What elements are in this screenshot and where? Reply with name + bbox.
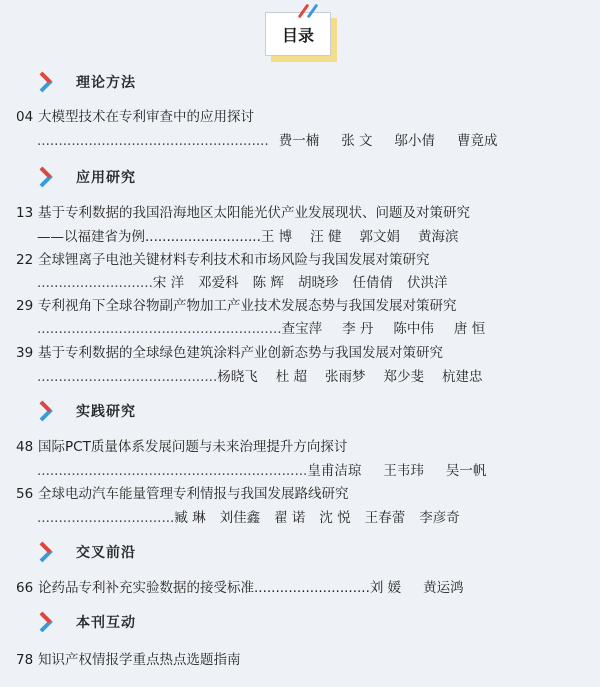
author: 邬小倩 xyxy=(394,133,436,149)
leader-dots: ........................... xyxy=(145,229,261,245)
author: 杜 超 xyxy=(275,369,308,385)
entry-authors xyxy=(37,227,458,247)
author: 曹竟成 xyxy=(457,133,498,149)
page-number: 29 xyxy=(16,298,34,314)
contents-badge xyxy=(265,12,341,62)
toc-entry[interactable] xyxy=(16,343,443,363)
chevron-right-icon xyxy=(38,400,54,422)
page-number: 66 xyxy=(16,580,34,596)
leader-dots: ......................................................... xyxy=(37,321,282,337)
toc-entry[interactable] xyxy=(16,203,470,223)
author: 张雨梦 xyxy=(325,369,366,385)
author: 杭建忠 xyxy=(442,369,483,385)
page-number: 22 xyxy=(16,252,34,268)
leader-dots: ...................................................... xyxy=(37,133,269,149)
author: 郭文娟 xyxy=(359,229,400,245)
entry-authors xyxy=(37,131,498,151)
author: 郑少斐 xyxy=(383,369,425,385)
author: 王春蕾 xyxy=(364,510,406,526)
author: 王韦玮 xyxy=(383,463,424,479)
section-title: 应用研究 xyxy=(76,170,136,186)
page-number: 48 xyxy=(16,439,34,455)
entry-authors xyxy=(37,508,460,528)
page-number: 04 xyxy=(16,109,34,125)
page-number: 78 xyxy=(16,652,34,668)
toc-entry[interactable] xyxy=(16,437,347,457)
author: 费一楠 xyxy=(278,133,320,149)
entry-title: 全球锂离子电池关键材料专利技术和市场风险与我国发展对策研究 xyxy=(38,252,430,268)
author: 胡晓珍 xyxy=(297,275,339,291)
leader-dots: ............................................................... xyxy=(37,463,308,479)
leader-dots: ........................... xyxy=(254,580,370,596)
section-practice xyxy=(38,400,136,422)
leader-dots: .......................................... xyxy=(37,369,218,385)
author: 邓爱科 xyxy=(198,275,239,291)
author: 宋 洋 xyxy=(152,275,185,291)
author: 张 文 xyxy=(341,133,373,149)
entry-title: 知识产权情报学重点热点选题指南 xyxy=(38,652,241,668)
section-title: 实践研究 xyxy=(76,404,136,420)
toc-entry[interactable] xyxy=(16,250,430,270)
leader-dots: ........................... xyxy=(37,275,153,291)
author: 查宝萍 xyxy=(281,321,323,337)
toc-entry[interactable] xyxy=(16,578,464,598)
author: 任倩倩 xyxy=(352,275,393,291)
entry-subtitle: ——以福建省为例 xyxy=(37,229,145,245)
entry-authors xyxy=(37,319,485,339)
chevron-right-icon xyxy=(38,541,54,563)
author: 翟 诺 xyxy=(274,510,306,526)
author: 吴一帆 xyxy=(445,463,487,479)
author: 王 博 xyxy=(260,229,293,245)
chevron-right-icon xyxy=(38,166,54,188)
author: 黄运鸿 xyxy=(423,580,464,596)
author: 伏洪洋 xyxy=(406,275,448,291)
author: 黄海滨 xyxy=(417,229,459,245)
page-number: 39 xyxy=(16,345,34,361)
toc-entry[interactable] xyxy=(16,650,241,670)
entry-title: 基于专利数据的全球绿色建筑涂料产业创新态势与我国发展对策研究 xyxy=(38,345,443,361)
author: 杨晓飞 xyxy=(217,369,258,385)
entry-title: 全球电动汽车能量管理专利情报与我国发展路线研究 xyxy=(38,486,349,502)
toc-entry[interactable] xyxy=(16,484,349,504)
author: 李 丹 xyxy=(342,321,374,337)
author: 皇甫洁琼 xyxy=(307,463,362,479)
page-number: 56 xyxy=(16,486,34,502)
section-cross xyxy=(38,541,136,563)
entry-authors xyxy=(37,461,486,481)
author: 汪 健 xyxy=(310,229,342,245)
section-application xyxy=(38,166,136,188)
page-title: 目录 xyxy=(265,12,331,56)
section-title: 交叉前沿 xyxy=(76,545,136,561)
entry-authors xyxy=(37,367,483,387)
page-number: 13 xyxy=(16,205,34,221)
entry-title: 专利视角下全球谷物副产物加工产业技术发展态势与我国发展对策研究 xyxy=(38,298,457,314)
author: 陈 辉 xyxy=(252,275,284,291)
entry-title: 论药品专利补充实验数据的接受标准 xyxy=(38,580,254,596)
entry-title: 国际PCT质量体系发展问题与未来治理提升方向探讨 xyxy=(38,439,348,455)
author: 李彦奇 xyxy=(419,510,460,526)
entry-title: 基于专利数据的我国沿海地区太阳能光伏产业发展现状、问题及对策研究 xyxy=(38,205,470,221)
entry-authors xyxy=(37,273,447,293)
toc-entry[interactable] xyxy=(16,107,254,127)
author: 陈中伟 xyxy=(393,321,434,337)
entry-title: 大模型技术在专利审查中的应用探讨 xyxy=(38,109,254,125)
author: 沈 悦 xyxy=(319,510,351,526)
section-title: 本刊互动 xyxy=(76,615,136,631)
leader-dots: ................................ xyxy=(37,510,175,526)
chevron-right-icon xyxy=(38,71,54,93)
author: 唐 恒 xyxy=(453,321,486,337)
section-theory xyxy=(38,71,136,93)
toc-entry[interactable] xyxy=(16,296,457,316)
chevron-right-icon xyxy=(38,611,54,633)
author: 刘 媛 xyxy=(369,580,402,596)
author: 臧 琳 xyxy=(174,510,206,526)
author: 刘佳鑫 xyxy=(219,510,261,526)
section-title: 理论方法 xyxy=(76,75,136,91)
section-interaction xyxy=(38,611,136,633)
